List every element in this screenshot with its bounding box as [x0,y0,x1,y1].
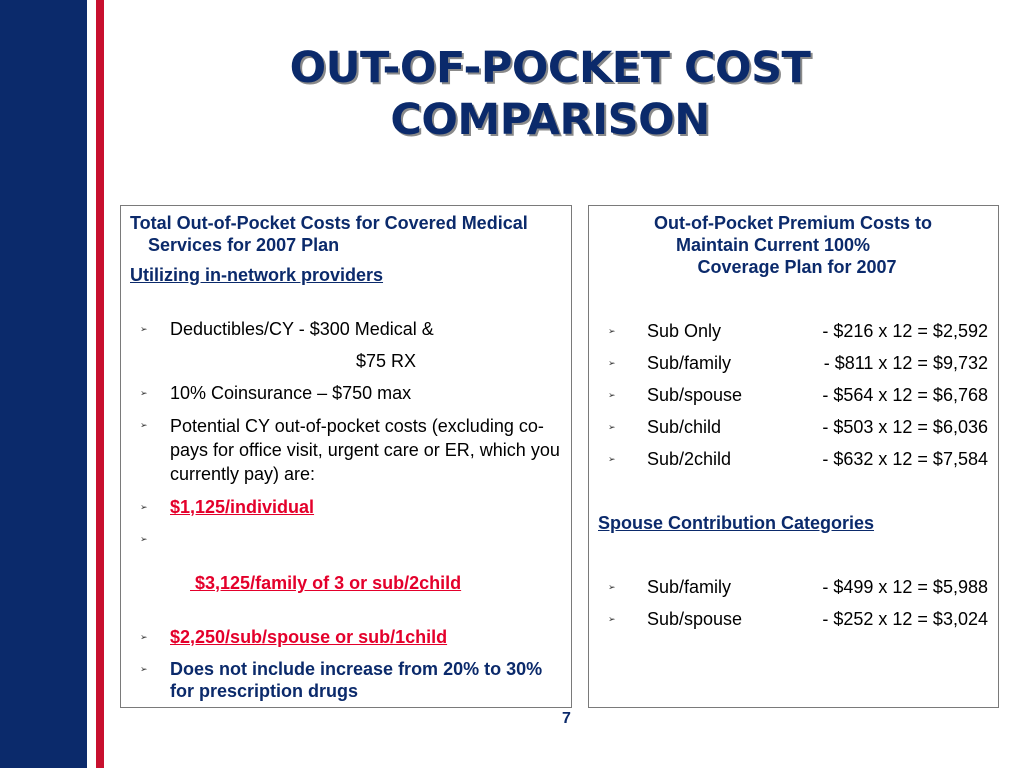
list-item [130,626,561,648]
list-item [130,658,561,702]
premium-name: Sub Only [647,321,722,341]
arrow-bullet-icon: ➢ [608,582,616,592]
spouse-name: Sub/family [647,577,732,597]
arrow-bullet-icon: ➢ [140,420,148,430]
table-row [598,320,988,342]
arrow-bullet-icon: ➢ [608,422,616,432]
table-row [598,384,988,406]
premium-value: - $811 x 12 = $9,732 [823,353,988,373]
total-costs-box [120,205,572,708]
arrow-bullet-icon: ➢ [608,614,616,624]
premium-name: Sub/2child [647,449,732,469]
spouse-value: - $499 x 12 = $5,988 [822,577,988,597]
left-red-stripe [96,0,104,768]
list-item [130,382,561,404]
premium-heading-line1: Out-of-Pocket Premium Costs to [653,213,933,233]
spouse-name: Sub/spouse [647,609,743,629]
premium-value: - $216 x 12 = $2,592 [822,321,988,341]
premium-name: Sub/child [647,417,722,437]
arrow-bullet-icon: ➢ [140,324,148,334]
premium-heading-line3: Coverage Plan for 2007 [697,257,897,277]
premium-name: Sub/spouse [647,385,743,405]
slide-title-line2: COMPARISON [390,95,710,145]
family-cost: $3,125/family of 3 or sub/2child [190,573,462,593]
table-row [598,608,988,630]
list-item [130,496,561,518]
potential-costs-text: Potential CY out-of-pocket costs (excluding co-pays for office visit, urgent care or ER, which you currently pay) are: [170,416,560,484]
premium-heading [598,212,988,278]
table-row [598,416,988,438]
premium-name: Sub/family [647,353,732,373]
premium-heading-line2: Maintain Current 100% [675,235,871,255]
spouse-list [598,576,988,630]
left-navy-stripe [0,0,87,768]
premium-value: - $503 x 12 = $6,036 [822,417,988,437]
arrow-bullet-icon: ➢ [608,454,616,464]
slide-title-line1: OUT-OF-POCKET COST [289,43,811,93]
rx-note: Does not include increase from 20% to 30% for prescription drugs [170,659,543,701]
left-white-stripe [87,0,96,768]
arrow-bullet-icon: ➢ [140,664,148,674]
arrow-bullet-icon: ➢ [140,388,148,398]
list-item [130,528,561,616]
deductible-line2: $75 RX [356,351,417,371]
arrow-bullet-icon: ➢ [140,534,148,544]
arrow-bullet-icon: ➢ [140,632,148,642]
individual-cost: $1,125/individual [170,497,315,517]
premium-costs-box [588,205,999,708]
arrow-bullet-icon: ➢ [608,358,616,368]
spouse-contribution-heading: Spouse Contribution Categories [598,513,875,533]
premium-value: - $564 x 12 = $6,768 [822,385,988,405]
total-costs-heading: Total Out-of-Pocket Costs for Covered Medical Services for 2007 Plan [130,213,528,255]
list-item [130,318,561,372]
slide-title [140,42,960,146]
deductible-line1: Deductibles/CY - $300 Medical & [170,319,434,339]
arrow-bullet-icon: ➢ [140,502,148,512]
coinsurance-text: 10% Coinsurance – $750 max [170,383,412,403]
spouse-cost: $2,250/sub/spouse or sub/1child [170,627,448,647]
list-item [130,414,561,486]
page-number: 7 [562,710,571,727]
premium-list [598,320,988,470]
spouse-value: - $252 x 12 = $3,024 [822,609,988,629]
arrow-bullet-icon: ➢ [608,390,616,400]
arrow-bullet-icon: ➢ [608,326,616,336]
table-row [598,352,988,374]
table-row [598,448,988,470]
premium-value: - $632 x 12 = $7,584 [822,449,988,469]
table-row [598,576,988,598]
in-network-subheading: Utilizing in-network providers [130,265,384,285]
